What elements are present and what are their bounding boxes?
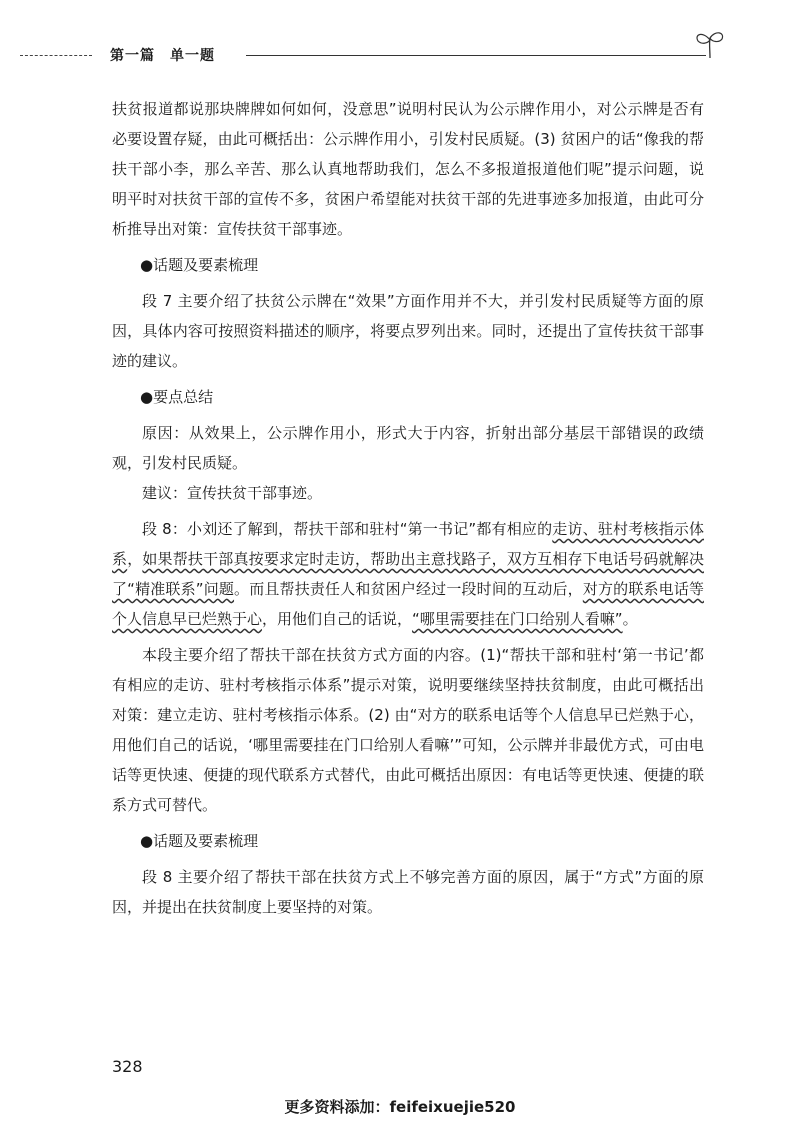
subheading-key-points: ●要点总结 — [140, 388, 214, 406]
page-body — [112, 94, 704, 922]
paragraph-3: 原因：从效果上，公示牌作用小，形式大于内容，折射出部分基层干部错误的政绩观，引发村民质疑。 — [112, 424, 704, 472]
paragraph-7: 段 8 主要介绍了帮扶干部在扶贫方式上不够完善方面的原因，属于“方式”方面的原因，并提出在扶贫制度上要坚持的对策。 — [112, 868, 704, 916]
wavy-underlined-text: 走访、驻村考核指示体系 — [112, 520, 704, 568]
wavy-underlined-text: 如果帮扶干部真按要求定时走访，帮助出主意找路子，双方互相存下电话号码就解决了“精准联系”问题 — [112, 550, 704, 598]
subheading-topic-elements-2: ●话题及要素梳理 — [140, 832, 259, 850]
paragraph-6: 本段主要介绍了帮扶干部在扶贫方式方面的内容。(1)“帮扶干部和驻村‘第一书记’都有相应的走访、驻村考核指示体系”提示对策，说明要继续坚持扶贫制度，由此可概括出对策：建立走访、驻村考核指示体系。(2) 由“对方的联系电话等个人信息早已烂熟于心，用他们自己的话说，‘哪里需要挂在门口给别人看嘛’”可知，公示牌并非最优方式，可由电话等更快速、便捷的现代联系方式替代，由此可概括出原因：有电话等更快速、便捷的联系方式可替代。 — [112, 646, 704, 814]
wavy-underlined-text: “哪里需要挂在门口给别人看嘛” — [412, 610, 623, 628]
header-rule — [246, 55, 706, 56]
text-run: ，用他们自己的话说， — [262, 610, 413, 628]
paragraph-2: 段 7 主要介绍了扶贫公示牌在“效果”方面作用并不大，并引发村民质疑等方面的原因，具体内容可按照资料描述的顺序，将要点罗列出来。同时，还提出了宣传扶贫干部事迹的建议。 — [112, 292, 704, 370]
paragraph-1: 扶贫报道都说那块牌牌如何如何，没意思”说明村民认为公示牌作用小，对公示牌是否有必要设置存疑，由此可概括出：公示牌作用小，引发村民质疑。(3) 贫困户的话“像我的帮扶干部小李，那么辛苦、那么认真地帮助我们，怎么不多报道报道他们呢”提示问题，说明平时对扶贫干部的宣传不多，贫困户希望能对扶贫干部的先进事迹多加报道，由此可分析推导出对策：宣传扶贫干部事迹。 — [112, 100, 704, 238]
wavy-underlined-text: 对方的联系电话等个人信息早已烂熟于心 — [112, 580, 704, 628]
text-run: ， — [127, 550, 143, 568]
footer-note: 更多资料添加：feifeixuejie520 — [284, 1098, 516, 1116]
page-header — [20, 28, 720, 68]
subheading-topic-elements: ●话题及要素梳理 — [140, 256, 259, 274]
page-number: 328 — [112, 1057, 143, 1076]
text-run: 段 8：小刘还了解到，帮扶干部和驻村“第一书记”都有相应的 — [142, 520, 553, 538]
sprout-icon — [690, 28, 730, 60]
text-run: 。 — [622, 610, 638, 628]
text-run: 。而且帮扶责任人和贫困户经过一段时间的互动后， — [234, 580, 583, 598]
section-title: 第一篇 单一题 — [110, 48, 215, 64]
header-dotted-rule — [20, 55, 92, 56]
paragraph-5-material — [112, 514, 704, 634]
paragraph-4: 建议：宣传扶贫干部事迹。 — [142, 484, 323, 502]
